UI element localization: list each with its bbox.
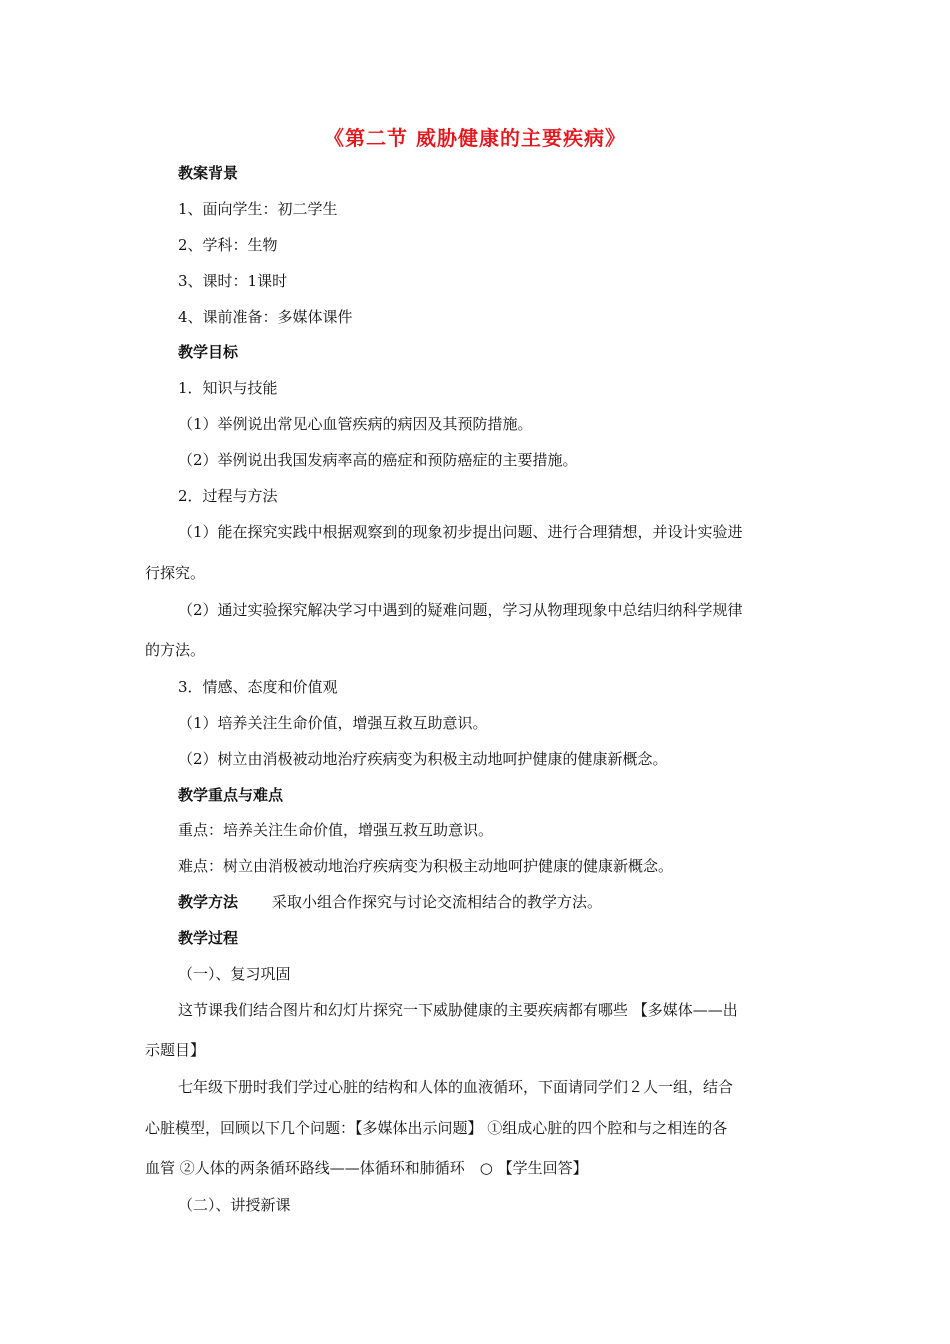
process-subtitle: （二）、讲授新课 [178,1196,291,1214]
section-heading-method: 教学方法 [178,893,239,911]
section-heading-process: 教学过程 [178,929,239,947]
objective-item-continued: 的方法。 [145,641,206,659]
objective-item: （1）举例说出常见心血管疾病的病因及其预防措施。 [178,415,533,433]
key-point-difficulty: 难点：树立由消极被动地治疗疾病变为积极主动地呵护健康的健康新概念。 [178,857,674,875]
process-paragraph: 七年级下册时我们学过心脏的结构和人体的血液循环，下面请同学们２人一组，结合 [178,1078,734,1096]
objective-subtitle: 3．情感、态度和价值观 [178,678,338,696]
objective-subtitle: 1．知识与技能 [178,379,278,397]
section-heading-background: 教案背景 [178,164,239,182]
background-item: 4、课前准备：多媒体课件 [178,308,353,326]
background-item: 2、学科：生物 [178,236,278,254]
objective-item: （1）培养关注生命价值，增强互救互助意识。 [178,714,488,732]
objective-item: （1）能在探究实践中根据观察到的现象初步提出问题、进行合理猜想，并设计实验进 [178,523,743,541]
process-paragraph: 这节课我们结合图片和幻灯片探究一下威胁健康的主要疾病都有哪些 【多媒体——出 [178,1001,738,1019]
objective-subtitle: 2．过程与方法 [178,487,278,505]
objective-item: （2）树立由消极被动地治疗疾病变为积极主动地呵护健康的健康新概念。 [178,750,668,768]
document-title: 《第二节 威胁健康的主要疾病》 [324,126,626,150]
section-heading-key-points: 教学重点与难点 [178,786,284,804]
process-subtitle: （一）、复习巩固 [178,965,291,983]
section-heading-objectives: 教学目标 [178,343,239,361]
background-item: 3、课时：1课时 [178,272,288,290]
method-line [178,892,602,912]
objective-item: （2）举例说出我国发病率高的癌症和预防癌症的主要措施。 [178,451,578,469]
key-point-focus: 重点：培养关注生命价值，增强互救互助意识。 [178,821,494,839]
background-item: 1、面向学生：初二学生 [178,200,338,218]
process-paragraph-continued: 示题目】 [145,1041,206,1059]
objective-item: （2）通过实验探究解决学习中遇到的疑难问题，学习从物理现象中总结归纳科学规律 [178,601,743,619]
objective-item-continued: 行探究。 [145,564,206,582]
process-paragraph-continued: 心脏模型，回顾以下几个问题：【多媒体出示问题】 ①组成心脏的四个腔和与之相连的各 [145,1119,728,1137]
method-text: 采取小组合作探究与讨论交流相结合的教学方法。 [272,893,603,911]
process-paragraph-continued: 血管 ②人体的两条循环路线——体循环和肺循环 ○ 【学生回答】 [145,1159,588,1177]
